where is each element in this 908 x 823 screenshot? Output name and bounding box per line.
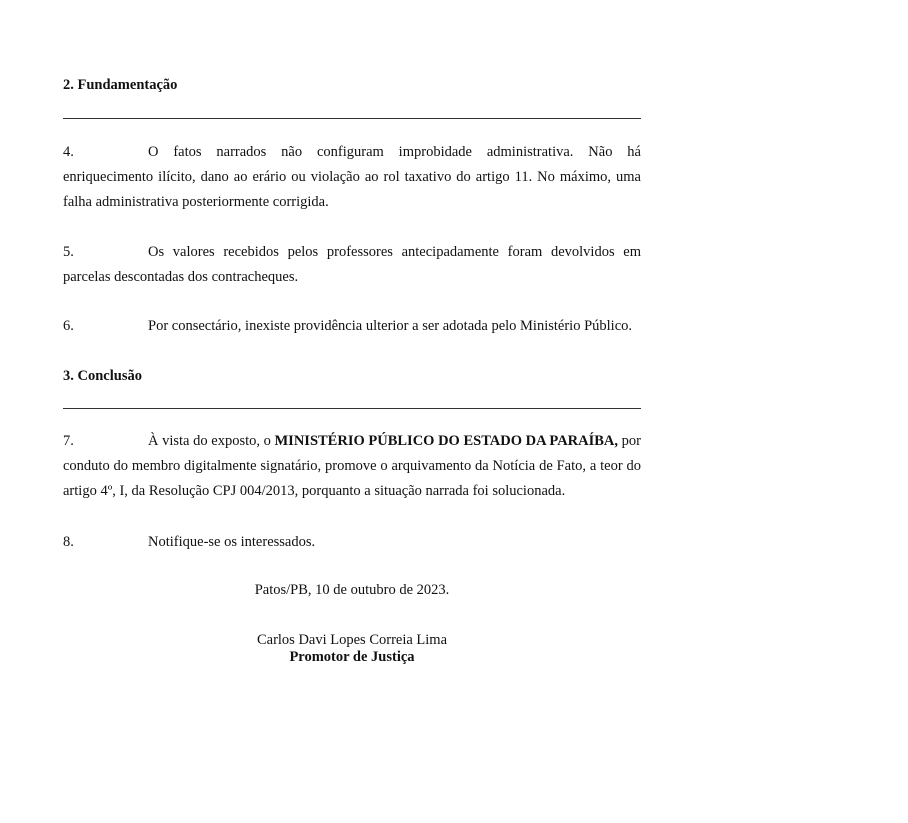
- paragraph-5: [63, 240, 641, 290]
- paragraph-number: 6.: [63, 318, 74, 334]
- paragraph-number: 8.: [63, 534, 74, 550]
- paragraph-number: 5.: [63, 244, 74, 260]
- paragraph-text: Notifique-se os interessados.: [148, 534, 316, 550]
- paragraph-4: [63, 140, 641, 215]
- signer-name: Carlos Davi Lopes Correia Lima: [256, 632, 448, 648]
- section-divider: [63, 408, 641, 409]
- section-heading-fundamentacao: 2. Fundamentação: [63, 77, 178, 93]
- paragraph-text: Os valores recebidos pelos professores antecipadamente foram devolvidos em parcelas descontadas dos contracheques.: [63, 244, 641, 285]
- section-divider: [63, 118, 641, 119]
- institution-name: MINISTÉRIO PÚBLICO DO ESTADO DA PARAÍBA,: [274, 433, 619, 449]
- paragraph-6: [63, 314, 641, 339]
- paragraph-7: [63, 429, 641, 504]
- paragraph-number: 7.: [63, 433, 74, 449]
- paragraph-8: [63, 530, 641, 555]
- paragraph-text: O fatos narrados não configuram improbidade administrativa. Não há enriquecimento ilícito, dano ao erário ou violação ao rol taxativo do artigo 11. No máximo, uma falha administrativa posteriormente corrigida.: [63, 144, 641, 210]
- section-heading-conclusao: 3. Conclusão: [63, 368, 142, 384]
- signer-title: Promotor de Justiça: [289, 649, 415, 665]
- place-date: Patos/PB, 10 de outubro de 2023.: [254, 582, 450, 598]
- paragraph-text: Por consectário, inexiste providência ulterior a ser adotada pelo Ministério Público.: [148, 318, 633, 334]
- paragraph-text-end: por conduto do membro digitalmente signatário, promove o arquivamento da Notícia de Fato, a teor do artigo 4º, I, da Resolução CPJ 004/2013, porquanto a situação narrada foi solucionada.: [63, 433, 641, 499]
- paragraph-number: 4.: [63, 144, 74, 160]
- paragraph-text-start: À vista do exposto, o: [148, 433, 275, 449]
